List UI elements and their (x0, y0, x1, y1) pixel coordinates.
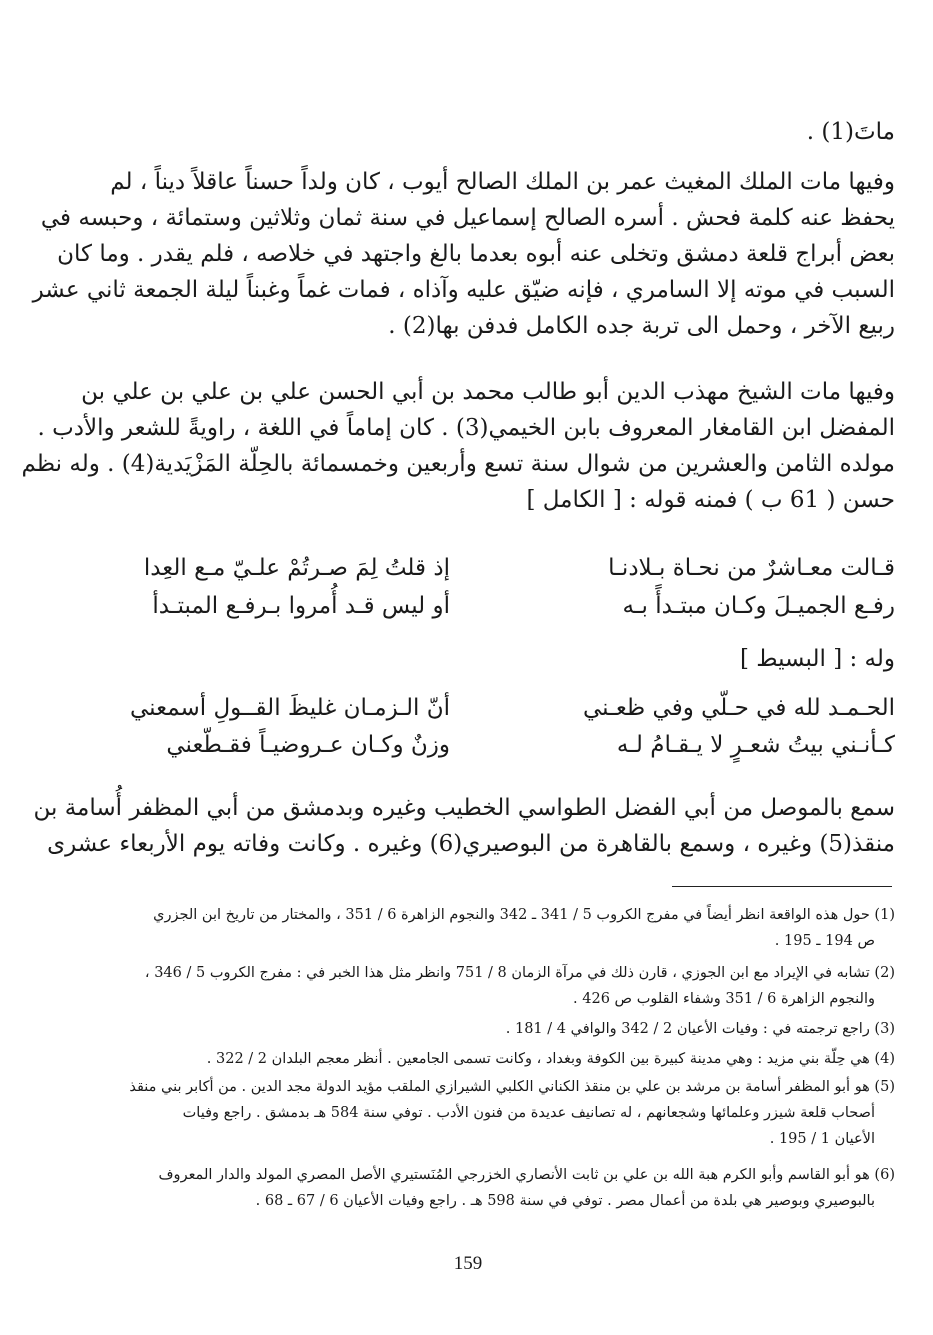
verse-first-hemistich: كـأنـني بيتُ شعـرٍ لا يـقـامُ لـه (616, 732, 895, 758)
paragraph-1 (32, 164, 895, 344)
text-line: منقذ(5) وغيره ، وسمع بالقاهرة من البوصيري(6) وغيره . وكانت وفاته يوم الأربعاء عشرى (47, 831, 895, 857)
paragraph-0 (120, 114, 895, 150)
footnote-line: ص 194 ـ 195 . (774, 933, 875, 949)
text-line: بعض أبراج قلعة دمشق وتخلى عنه أبوه بعدما بالغ واجتهد في خلاصه ، فلم يقدر . وما كان (57, 241, 895, 267)
footnote-line: والنجوم الزاهرة 6 / 351 وشفاء القلوب ص 426 . (573, 991, 875, 1007)
verse-line (120, 588, 895, 624)
verse-second-hemistich: أو ليس قـد أُمروا بـرفـع المبتـدأ (152, 593, 450, 619)
text-line: يحفظ عنه كلمة فحش . أسره الصالح إسماعيل في سنة ثمان وثلاثين وستمائة ، وحبسه في (40, 205, 895, 231)
text-line: السبب في موته إلا السامري ، فإنه ضيّق عليه وآذاه ، فمات غماً وغبناً ليلة الجمعة ثاني عشر (32, 277, 895, 303)
verse-second-hemistich: وزنٌ وكـان عـروضيـاً فقـطّعني (166, 732, 450, 758)
footnote-line: (1) حول هذه الواقعة انظر أيضاً في مفرج الكروب 5 / 341 ـ 342 والنجوم الزاهرة 6 / 351 ، والمختار من تاريخ ابن الجزري (153, 907, 895, 923)
paragraph-3 (33, 790, 895, 862)
footnote-line: (4) هي حِلّة بني مزيد : وهي مدينة كبيرة بين الكوفة وبغداد ، وكانت تسمى الجامعين . أنظر معجم البلدان 2 / 322 . (206, 1051, 895, 1067)
text-line: ماتَ(1) . (806, 119, 895, 145)
text-line: المفضل ابن القامغار المعروف بابن الخيمي(3) . كان إماماً في اللغة ، راويةً للشعر والأدب . (37, 415, 895, 441)
footnote-line: بالبوصيري وبوصير هي بلدة من أعمال مصر . توفي في سنة 598 هـ . راجع وفيات الأعيان 6 / 67 ـ 68 . (255, 1193, 875, 1209)
footnote-line: (3) راجع ترجمته في : وفيات الأعيان 2 / 342 والوافي 4 / 181 . (505, 1021, 895, 1037)
verse-second-hemistich: أنّ الـزمـان غليظَ القــولِ أسمعني (130, 695, 450, 721)
verse-first-hemistich: رفـع الجميـلَ وكـان مبتـدأً بـه (622, 593, 895, 619)
verse-second-hemistich: إذ قلتُ لِمَ صـرتُمْ علـيّ مـع العِدا (143, 555, 450, 581)
text-line: ربيع الآخر ، وحمل الى تربة جده الكامل فدفن بها(2) . (388, 313, 895, 339)
verse-first-hemistich: قـالت معـاشرٌ من نحـاة بـلادنـا (608, 555, 895, 581)
text-line: وفيها مات الشيخ مهذب الدين أبو طالب محمد بن أبي الحسن علي بن علي بن علي بن (81, 379, 895, 405)
text-line: وفيها مات الملك المغيث عمر بن الملك الصالح أيوب ، كان ولداً حسناً عاقلاً ديناً ، لم (110, 169, 895, 195)
text-line: سمع بالموصل من أبي الفضل الطواسي الخطيب وغيره وبدمشق من أبي المظفر أُسامة بن (33, 795, 895, 821)
footnote-line: (2) تشابه في الإيراد مع ابن الجوزي ، قارن ذلك في مرآة الزمان 8 / 751 وانظر مثل هذا الخبر في : مفرج الكروب 5 / 346 ، (144, 965, 895, 981)
verse-line (120, 727, 895, 763)
verse-line (120, 690, 895, 726)
footnote-5 (110, 1074, 895, 1152)
text-line: مولده الثامن والعشرين من شوال سنة تسع وأربعين وخمسمائة بالحِلّة المَزْيَدية(4) . وله نظم (21, 451, 895, 477)
paragraph-2 (21, 374, 895, 518)
text-line: حسن ( 61 ب ) فمنه قوله : [ الكامل ] (526, 487, 895, 513)
footnote-line: الأعيان 1 / 195 . (769, 1131, 875, 1147)
meter-label: وله : [ البسيط ] (739, 646, 895, 672)
footnote-6 (110, 1162, 895, 1214)
footnote-line: (5) هو أبو المظفر أسامة بن مرشد بن علي بن منقذ الكناني الكلبي الشيرازي الملقب مؤيد الدولة مجد الدين . من أكابر بني منقذ (129, 1079, 895, 1095)
verse-first-hemistich: الحـمـد لله في حـلّي وفي ظعـني (582, 695, 895, 721)
page-number: 159 (453, 1253, 483, 1274)
footnote-line: أصحاب قلعة شيزر وعلمائها وشجعانهم ، له تصانيف عديدة من فنون الأدب . توفي سنة 584 هـ بدمشق . راجع وفيات (182, 1105, 875, 1121)
footnote-3 (110, 1016, 895, 1042)
footnote-4 (110, 1046, 895, 1072)
footnote-1 (110, 902, 895, 954)
footnote-line: (6) هو أبو القاسم وأبو الكرم هبة الله بن علي بن ثابت الأنصاري الخزرجي المُنَستيري الأصل المصري المولد والدار المعروف (158, 1167, 895, 1183)
footnote-2 (110, 960, 895, 1012)
verse-line (120, 550, 895, 586)
footnote-separator (672, 886, 892, 887)
